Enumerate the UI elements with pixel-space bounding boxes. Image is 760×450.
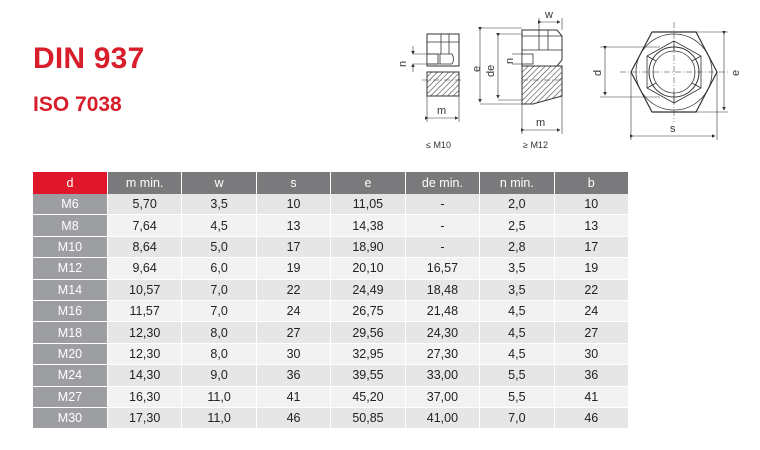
cell-e: 26,75	[331, 300, 405, 321]
cell-e: 50,85	[331, 407, 405, 428]
header-b: b	[554, 172, 628, 194]
cell-n-min: 2,5	[480, 215, 554, 236]
header-w: w	[182, 172, 256, 194]
page-title: DIN 937	[33, 42, 145, 75]
cell-de-min: 24,30	[405, 322, 479, 343]
hex-d-label: d	[592, 69, 604, 76]
cell-d: M30	[33, 407, 107, 428]
table-row	[33, 386, 629, 407]
cell-s: 46	[256, 407, 330, 428]
cell-de-min: 21,48	[405, 300, 479, 321]
cell-n-min: 3,5	[480, 279, 554, 300]
cell-n-min: 2,0	[480, 194, 554, 215]
cell-m-min: 10,57	[107, 279, 181, 300]
cell-w: 9,0	[182, 365, 256, 386]
large-nut-caption: ≥ M12	[523, 140, 548, 150]
header-d: d	[33, 172, 107, 194]
cell-b: 13	[554, 215, 628, 236]
cell-w: 8,0	[182, 322, 256, 343]
cell-b: 17	[554, 236, 628, 257]
cell-w: 7,0	[182, 300, 256, 321]
header-n-min: n min.	[480, 172, 554, 194]
cell-de-min: -	[405, 236, 479, 257]
cell-e: 14,38	[331, 215, 405, 236]
cell-w: 11,0	[182, 386, 256, 407]
cell-s: 19	[256, 258, 330, 279]
cell-b: 46	[554, 407, 628, 428]
header-de-min: de min.	[405, 172, 479, 194]
cell-n-min: 2,8	[480, 236, 554, 257]
cell-w: 3,5	[182, 194, 256, 215]
cell-d: M24	[33, 365, 107, 386]
cell-d: M18	[33, 322, 107, 343]
cell-n-min: 5,5	[480, 365, 554, 386]
header-m-min: m min.	[107, 172, 181, 194]
cell-b: 36	[554, 365, 628, 386]
cell-b: 19	[554, 258, 628, 279]
cell-s: 30	[256, 343, 330, 364]
cell-b: 22	[554, 279, 628, 300]
cell-s: 36	[256, 365, 330, 386]
large-nut-de-label: de	[485, 64, 497, 77]
cell-w: 5,0	[182, 236, 256, 257]
cell-b: 41	[554, 386, 628, 407]
cell-d: M8	[33, 215, 107, 236]
cell-w: 11,0	[182, 407, 256, 428]
cell-de-min: 27,30	[405, 343, 479, 364]
cell-e: 32,95	[331, 343, 405, 364]
table-row	[33, 300, 629, 321]
large-nut-m-label: m	[536, 117, 546, 129]
table-row	[33, 279, 629, 300]
cell-w: 7,0	[182, 279, 256, 300]
hex-e-label: e	[730, 69, 742, 76]
cell-s: 17	[256, 236, 330, 257]
hex-s-label: s	[670, 123, 676, 135]
table-row	[33, 194, 629, 215]
cell-b: 27	[554, 322, 628, 343]
cell-de-min: -	[405, 215, 479, 236]
dimensions-table	[33, 172, 629, 429]
cell-b: 10	[554, 194, 628, 215]
cell-m-min: 8,64	[107, 236, 181, 257]
cell-d: M6	[33, 194, 107, 215]
cell-n-min: 5,5	[480, 386, 554, 407]
cell-d: M12	[33, 258, 107, 279]
cell-b: 30	[554, 343, 628, 364]
cell-e: 29,56	[331, 322, 405, 343]
cell-n-min: 3,5	[480, 258, 554, 279]
cell-m-min: 7,64	[107, 215, 181, 236]
cell-de-min: 37,00	[405, 386, 479, 407]
small-nut-n-label: n	[397, 60, 409, 67]
header-s: s	[256, 172, 330, 194]
cell-w: 8,0	[182, 343, 256, 364]
cell-d: M14	[33, 279, 107, 300]
cell-n-min: 4,5	[480, 343, 554, 364]
cell-d: M20	[33, 343, 107, 364]
cell-m-min: 5,70	[107, 194, 181, 215]
cell-e: 11,05	[331, 194, 405, 215]
cell-s: 24	[256, 300, 330, 321]
cell-m-min: 12,30	[107, 343, 181, 364]
cell-n-min: 4,5	[480, 300, 554, 321]
cell-m-min: 17,30	[107, 407, 181, 428]
table-row	[33, 258, 629, 279]
table-row	[33, 322, 629, 343]
page-subtitle: ISO 7038	[33, 93, 122, 116]
cell-d: M16	[33, 300, 107, 321]
table-header-row	[33, 172, 629, 194]
cell-s: 22	[256, 279, 330, 300]
cell-m-min: 16,30	[107, 386, 181, 407]
cell-m-min: 11,57	[107, 300, 181, 321]
cell-de-min: 41,00	[405, 407, 479, 428]
cell-d: M27	[33, 386, 107, 407]
cell-de-min: 33,00	[405, 365, 479, 386]
large-nut-w-label: w	[545, 9, 553, 21]
cell-e: 18,90	[331, 236, 405, 257]
cell-n-min: 4,5	[480, 322, 554, 343]
cell-e: 39,55	[331, 365, 405, 386]
cell-b: 24	[554, 300, 628, 321]
cell-de-min: -	[405, 194, 479, 215]
table-row	[33, 215, 629, 236]
large-nut-e-dim-label: e	[471, 65, 483, 72]
cell-m-min: 12,30	[107, 322, 181, 343]
cell-n-min: 7,0	[480, 407, 554, 428]
cell-e: 24,49	[331, 279, 405, 300]
cell-s: 13	[256, 215, 330, 236]
cell-w: 4,5	[182, 215, 256, 236]
hex-nut-top-view	[600, 22, 728, 140]
table-row	[33, 407, 629, 428]
cell-w: 6,0	[182, 258, 256, 279]
table-row	[33, 236, 629, 257]
small-nut-caption: ≤ M10	[426, 140, 451, 150]
cell-m-min: 14,30	[107, 365, 181, 386]
header-e: e	[331, 172, 405, 194]
cell-s: 27	[256, 322, 330, 343]
table-row	[33, 343, 629, 364]
cell-m-min: 9,64	[107, 258, 181, 279]
table-row	[33, 365, 629, 386]
technical-drawing	[0, 0, 760, 170]
large-nut-n-label: n	[504, 57, 516, 64]
cell-s: 41	[256, 386, 330, 407]
cell-e: 20,10	[331, 258, 405, 279]
small-nut-m-label: m	[437, 105, 447, 117]
cell-de-min: 18,48	[405, 279, 479, 300]
cell-s: 10	[256, 194, 330, 215]
cell-de-min: 16,57	[405, 258, 479, 279]
cell-e: 45,20	[331, 386, 405, 407]
cell-d: M10	[33, 236, 107, 257]
